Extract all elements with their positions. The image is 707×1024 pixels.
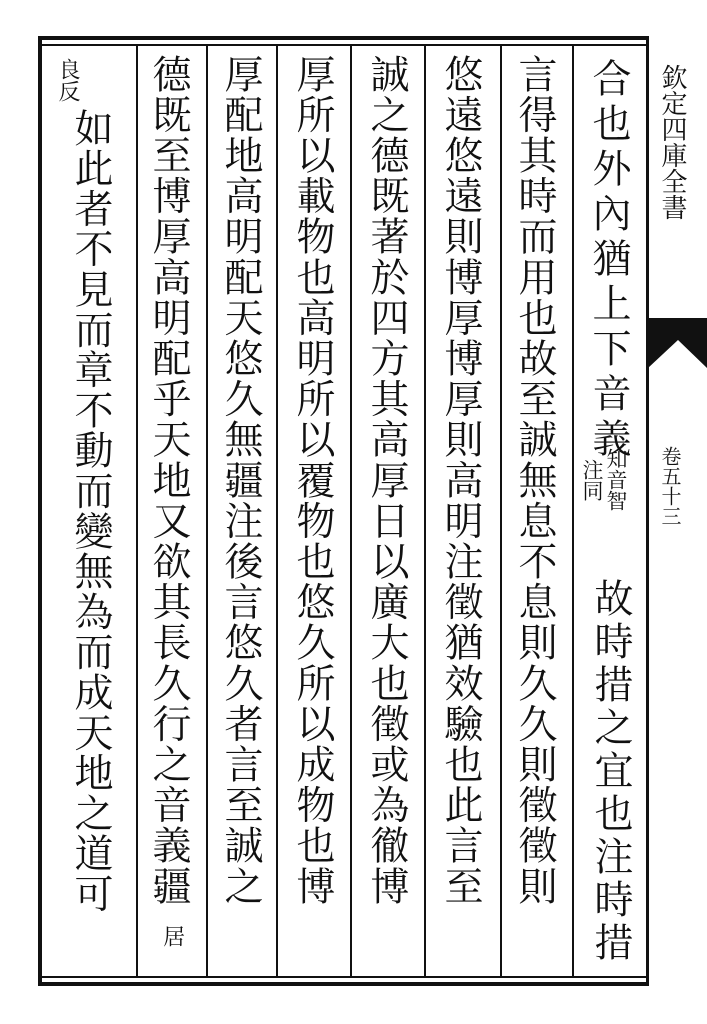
annotation-left: 注同: [580, 458, 604, 501]
annotation-continuation: [55, 58, 84, 102]
column-text: 合也外內猶上下音義: [586, 58, 631, 463]
column-text: 悠遠悠遠則博厚博厚則高明注徵猶效驗也此言至: [438, 54, 483, 907]
column-divider: [572, 46, 574, 976]
text-column-7b: [148, 925, 196, 947]
fish-tail-mark-icon: [648, 318, 707, 368]
margin-title-text: 欽定四庫全書: [657, 64, 687, 220]
column-divider: [276, 46, 278, 976]
top-rule: [42, 44, 648, 46]
column-text: 居: [159, 925, 185, 947]
column-divider: [500, 46, 502, 976]
text-column-3: [438, 54, 483, 907]
text-column-5: [290, 54, 335, 907]
annotation-right: 知音智: [604, 448, 628, 511]
column-divider: [136, 46, 138, 976]
annotation-text: 良反: [55, 58, 80, 102]
column-text: 德既至博厚高明配乎天地又欲其長久行之音義疆: [146, 54, 191, 907]
column-divider: [424, 46, 426, 976]
column-text: 厚所以載物也高明所以覆物也悠久所以成物也博: [290, 54, 335, 907]
text-column-7: [146, 54, 191, 907]
text-column-1b: [588, 578, 633, 965]
text-column-1: [586, 58, 631, 463]
bottom-rule: [42, 976, 648, 978]
column-text: 誠之德既著於四方其高厚日以廣大也徵或為徹博: [364, 54, 409, 907]
text-column-8: [68, 108, 113, 914]
margin-rule: [646, 36, 649, 986]
column-text: 言得其時而用也故至誠無息不息則久久則徵徵則: [512, 54, 557, 907]
volume-label: [658, 446, 682, 526]
column-divider: [350, 46, 352, 976]
column-text: 故時措之宜也注時措: [588, 578, 633, 965]
book-title: [654, 64, 690, 220]
column-text: 厚配地高明配天悠久無疆注後言悠久者言至誠之: [218, 54, 263, 907]
text-column-2: [512, 54, 557, 907]
text-column-6: [218, 54, 263, 907]
column-divider: [206, 46, 208, 976]
text-column-4: [364, 54, 409, 907]
column-text: 如此者不見而章不動而變無為而成天地之道可: [68, 108, 113, 914]
volume-text: 卷五十三: [658, 446, 682, 526]
annotation-pair: [582, 448, 628, 511]
